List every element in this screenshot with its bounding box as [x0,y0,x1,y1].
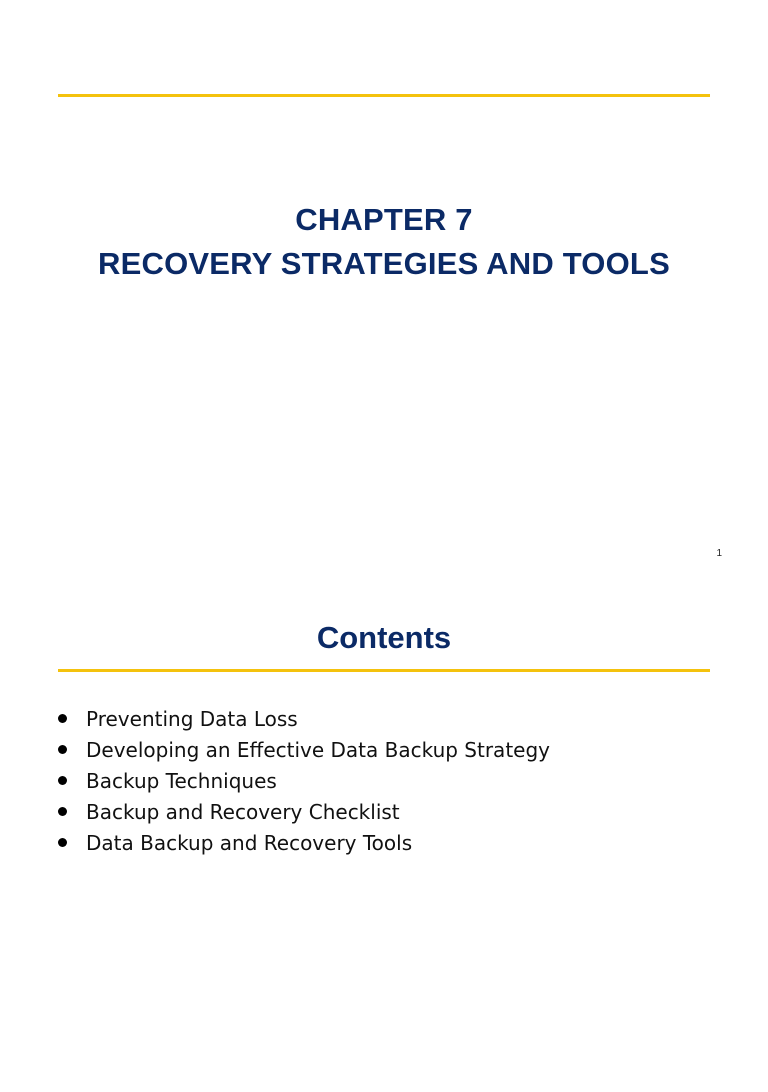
contents-slide [0,580,768,1092]
list-item-label: Developing an Effective Data Backup Strategy [86,738,550,762]
list-item [58,735,550,766]
list-item [58,797,550,828]
bullet-icon [58,776,67,785]
list-item [58,766,550,797]
bullet-icon [58,807,67,816]
bullet-icon [58,745,67,754]
bullet-icon [58,714,67,723]
accent-rule [58,669,710,672]
title-slide [0,0,768,512]
page-number: 1 [716,548,722,559]
accent-rule [58,94,710,97]
chapter-number: CHAPTER 7 [295,202,473,237]
contents-list [58,704,550,859]
list-item-label: Backup and Recovery Checklist [86,800,400,824]
list-item-label: Data Backup and Recovery Tools [86,831,413,855]
list-item [58,704,550,735]
list-item [58,828,550,859]
chapter-name: RECOVERY STRATEGIES AND TOOLS [98,246,670,281]
chapter-title [0,198,768,286]
contents-title: Contents [316,620,452,655]
list-item-label: Preventing Data Loss [86,707,298,731]
bullet-icon [58,838,67,847]
list-item-label: Backup Techniques [86,769,277,793]
